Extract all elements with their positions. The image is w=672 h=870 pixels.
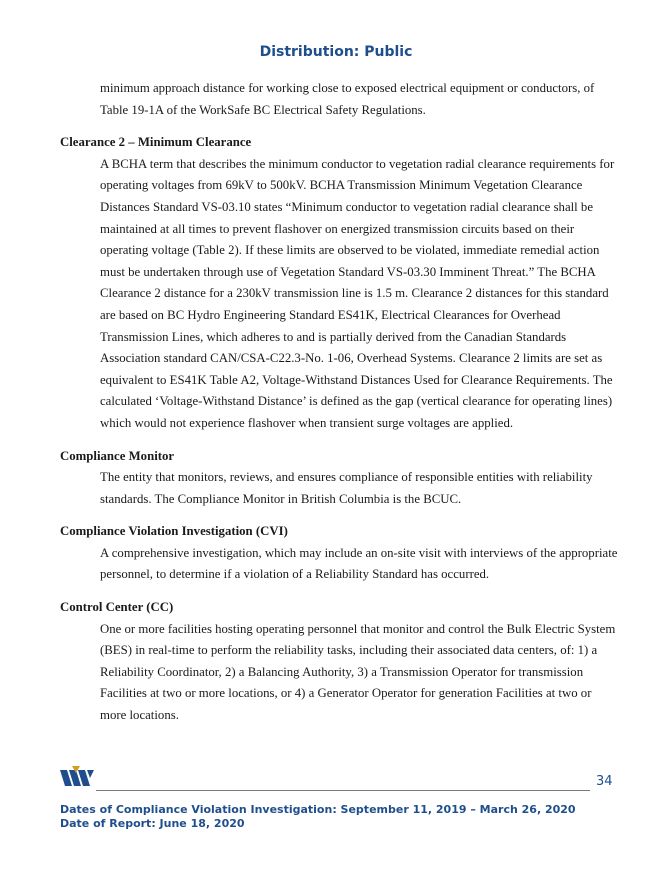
glossary-term: Control Center (CC) (60, 600, 174, 615)
glossary-definition: One or more facilities hosting operating personnel that monitor and control the Bulk Electric System (BES) in real-time to perform the reliability tasks, including their associated data centers, of: 1) a Reliability Coordinator, 2) a Balancing Authority, 3) a Transmission Operator for transmission Facilities at two or more locations, or 4) a Generator Operator for generation Facilities at two or more locations. (100, 621, 616, 723)
glossary-entry-clearance-2 (60, 132, 620, 434)
report-date: Date of Report: June 18, 2020 (60, 817, 245, 830)
page-header-title: Distribution: Public (259, 44, 413, 60)
intro-paragraph: minimum approach distance for working close to exposed electrical equipment or conductors, of Table 19-1A of the WorkSafe BC Electrical Safety Regulations. (100, 81, 595, 117)
footer-divider (96, 790, 590, 791)
glossary-entry-cvi (60, 521, 620, 586)
wecc-logo-icon (60, 766, 98, 790)
report-footer (60, 803, 576, 831)
glossary-definition: The entity that monitors, reviews, and ensures compliance of responsible entities with reliability standards. The Compliance Monitor in British Columbia is the BCUC. (100, 470, 593, 506)
glossary-content (60, 78, 620, 727)
glossary-definition: A BCHA term that describes the minimum conductor to vegetation radial clearance requirements for operating voltages from 69kV to 500kV. BCHA Transmission Minimum Vegetation Clearance Distances Standard VS-03.10 states “Minimum conductor to vegetation radial clearance shall be maintained at all times to prevent flashover on energized transmission circuits based on their operating voltage (Table 2). If these limits are observed to be violated, immediate remedial action must be undertaken through use of Vegetation Standard VS-03.30 Imminent Threat.” The BCHA Clearance 2 distance for a 230kV transmission line is 1.5 m. Clearance 2 distances for this standard are based on BC Hydro Engineering Standard ES41K, Electrical Clearances for Overhead Transmission Lines, which adheres to and is partially derived from the Canadian Standards Association standard CAN/CSA-C22.3-No. 1-06, Overhead Systems. Clearance 2 limits are set as equivalent to ES41K Table A2, Voltage-Withstand Distances Used for Clearance Requirements. The calculated ‘Voltage-Withstand Distance’ is defined as the gap (vertical clearance for operating lines) which would not experience flashover when transient surge voltages are applied. (100, 156, 615, 430)
glossary-entry-control-center (60, 597, 620, 727)
glossary-term: Compliance Violation Investigation (CVI) (60, 524, 288, 539)
glossary-entry-compliance-monitor (60, 446, 620, 511)
glossary-definition: A comprehensive investigation, which may include an on-site visit with interviews of the appropriate personnel, to determine if a violation of a Reliability Standard has occurred. (100, 545, 618, 582)
glossary-term: Compliance Monitor (60, 448, 175, 463)
investigation-dates: Dates of Compliance Violation Investigation: September 11, 2019 – March 26, 2020 (60, 803, 576, 816)
page-number: 34 (596, 774, 613, 789)
glossary-term: Clearance 2 – Minimum Clearance (60, 135, 252, 150)
